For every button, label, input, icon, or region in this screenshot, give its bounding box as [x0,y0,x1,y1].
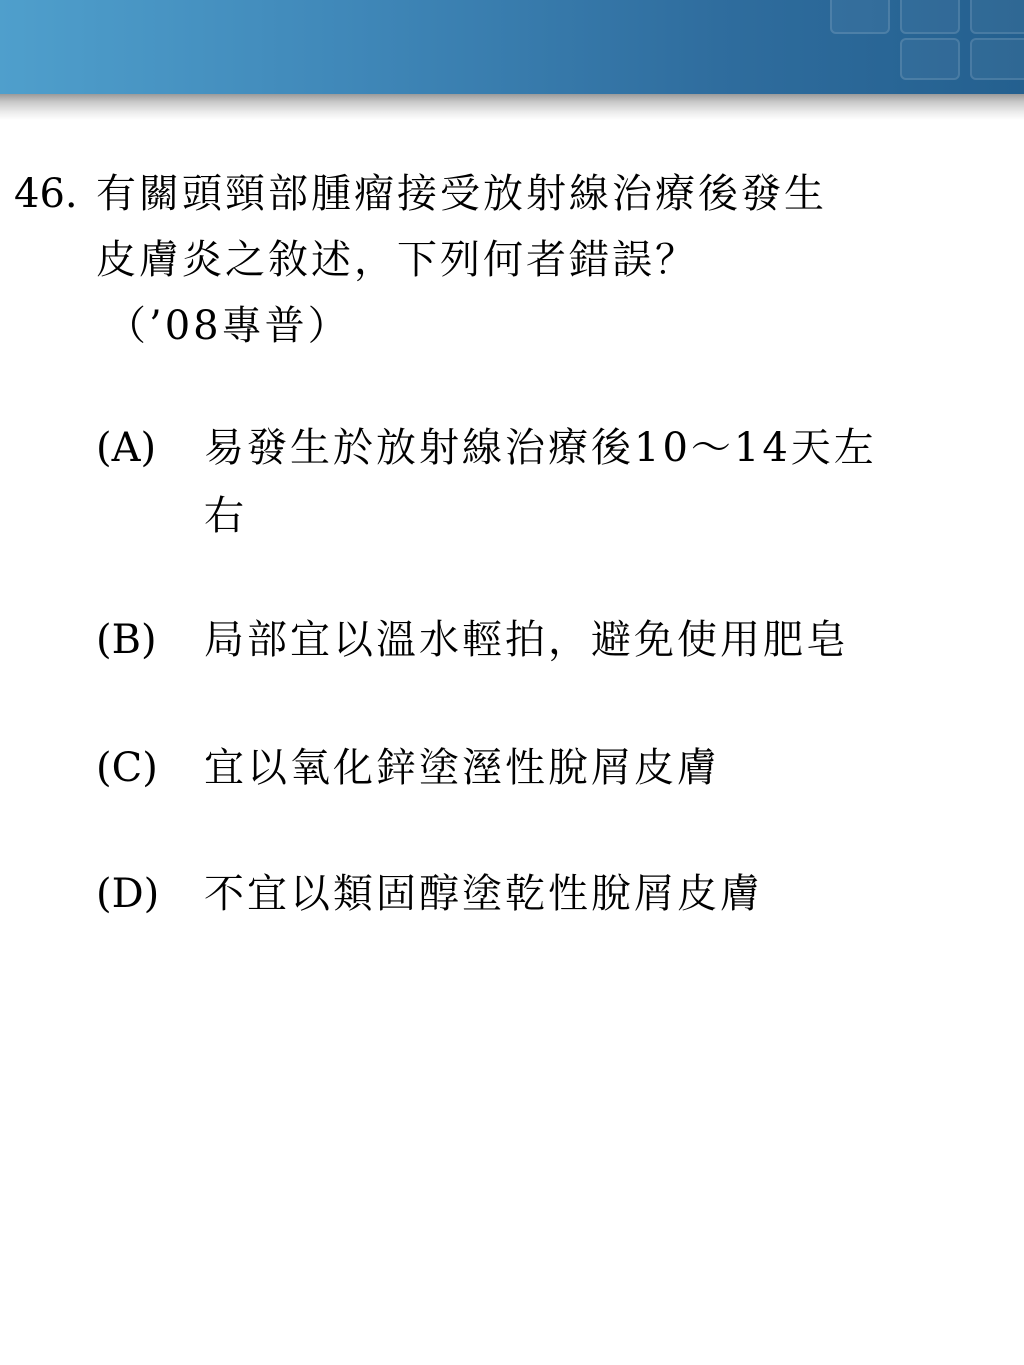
option-d-text: 不宜以類固醇塗乾性脫屑皮膚 [204,871,763,917]
option-a-label: (A) [96,425,157,471]
option-a-text: 右 [204,493,247,539]
option-a-text: 易發生於放射線治療後10～14天左 [204,425,877,471]
option-c-label: (C) [96,745,158,791]
question-text-line: 有關頭頸部腫瘤接受放射線治療後發生 [96,171,827,217]
question-source: （’08專普） [106,303,351,349]
question-number: 46. [14,171,78,217]
option-c-text: 宜以氧化鋅塗溼性脫屑皮膚 [204,745,720,791]
option-b-text: 局部宜以溫水輕拍，避免使用肥皂 [204,617,849,663]
option-d-label: (D) [96,871,160,917]
option-b-label: (B) [96,617,157,663]
question-text-line: 皮膚炎之敘述，下列何者錯誤？ [96,237,698,283]
